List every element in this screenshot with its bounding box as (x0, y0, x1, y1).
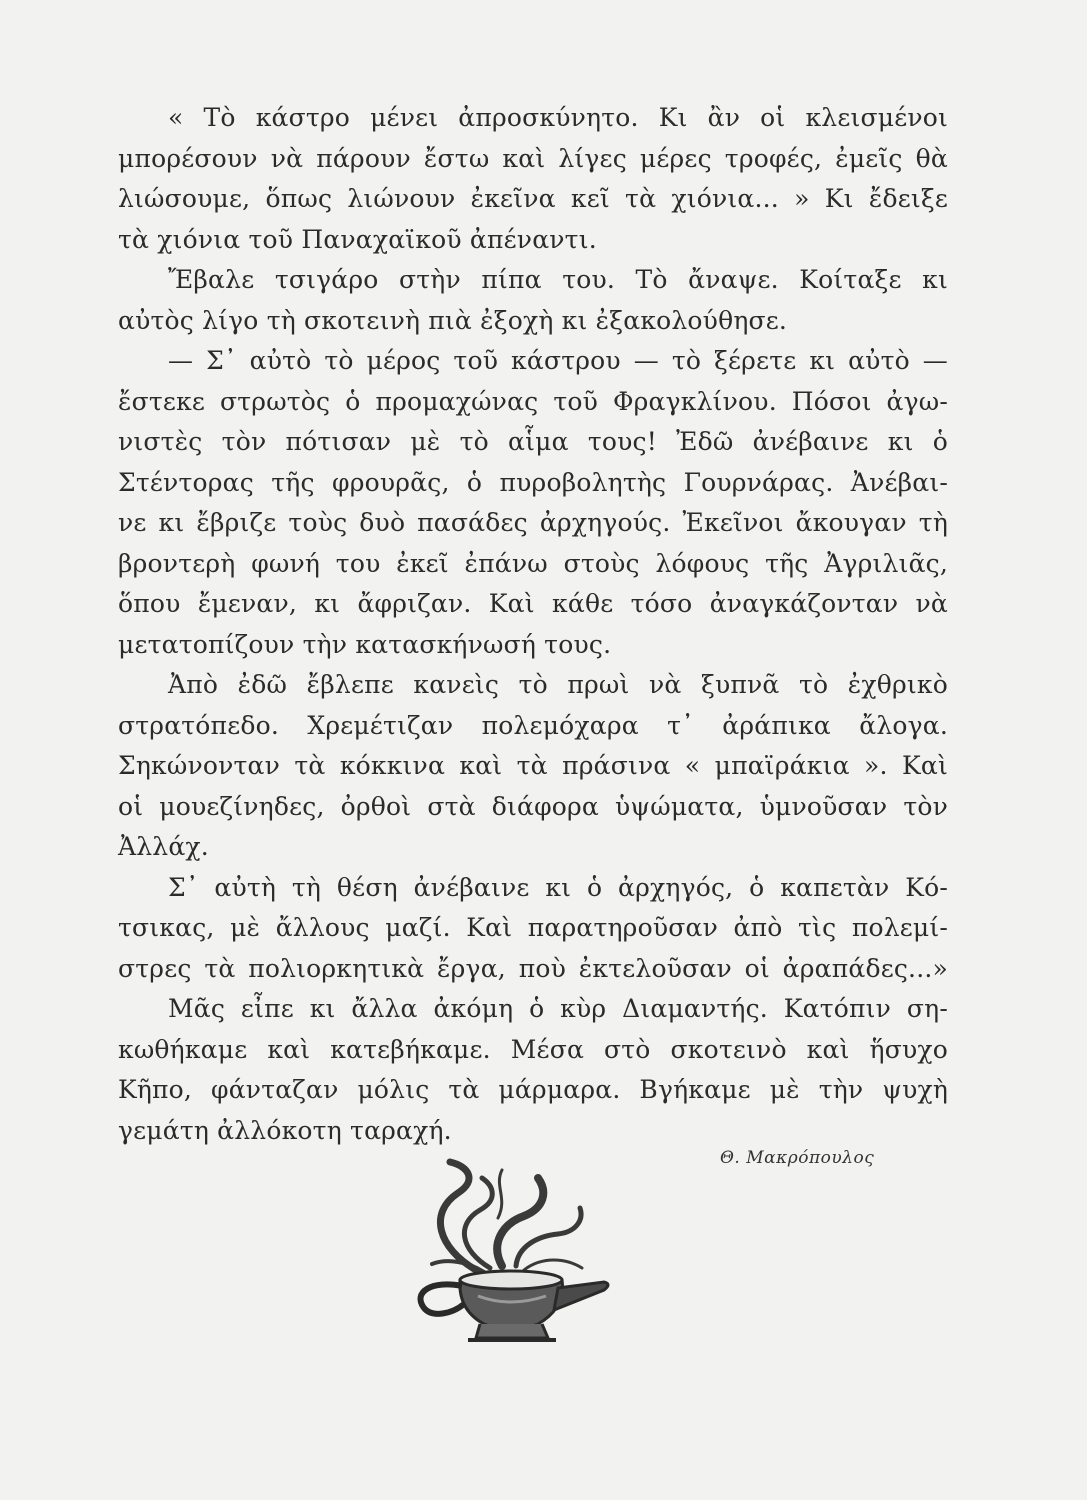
text-line: κωθήκαμε καὶ κατεβήκαμε. Μέσα στὸ σκοτεινὸ καὶ ἥσυχο (118, 1034, 948, 1064)
text-line: « Τὸ κάστρο μένει ἀπροσκύνητο. Κι ἂν οἱ κλεισμένοι (168, 103, 948, 132)
text-line: Ἔβαλε τσιγάρο στὴν πίπα του. Τὸ ἄναψε. Κοίταξε κι (168, 265, 948, 294)
oil-lamp-icon (398, 1158, 628, 1358)
text-line: ἔστεκε στρωτὸς ὁ προμαχώνας τοῦ Φραγκλίνου. Πόσοι ἀγω- (118, 386, 948, 416)
text-line: βροντερὴ φωνή του ἐκεῖ ἐπάνω στοὺς λόφους τῆς Ἀγριλιᾶς, (118, 548, 948, 578)
text-line: τσικας, μὲ ἄλλους μαζί. Καὶ παρατηροῦσαν ἀπὸ τὶς πολεμί- (118, 913, 948, 942)
text-line: νε κι ἔβριζε τοὺς δυὸ πασάδες ἀρχηγούς. Ἐκεῖνοι ἄκουγαν τὴ (118, 508, 948, 537)
text-line: οἱ μουεζίνηδες, ὀρθοὶ στὰ διάφορα ὑψώματα, ὑμνοῦσαν τὸν (118, 791, 948, 821)
text-line: Ἀπὸ ἐδῶ ἔβλεπε κανεὶς τὸ πρωὶ νὰ ξυπνᾶ τὸ ἐχθρικὸ (168, 670, 948, 699)
text-line: Μᾶς εἶπε κι ἄλλα ἀκόμη ὁ κὺρ Διαμαντής. Κατόπιν ση- (168, 994, 948, 1023)
text-line: Στέντορας τῆς φρουρᾶς, ὁ πυροβολητὴς Γουρνάρας. Ἀνέβαι- (118, 467, 948, 497)
author-signature: Θ. Μακρόπουλος (720, 1148, 875, 1168)
text-line: ὅπου ἔμεναν, κι ἄφριζαν. Καὶ κάθε τόσο ἀναγκάζονταν νὰ (118, 589, 948, 618)
text-line: μπορέσουν νὰ πάρουν ἔστω καὶ λίγες μέρες τροφές, ἐμεῖς θὰ (118, 143, 948, 173)
text-line: λιώσουμε, ὅπως λιώνουν ἐκεῖνα κεῖ τὰ χιόνια... » Κι ἔδειξε (118, 184, 948, 213)
text-line: Σ᾿ αὐτὴ τὴ θέση ἀνέβαινε κι ὁ ἀρχηγός, ὁ καπετὰν Κό- (168, 872, 948, 902)
text-line: γεμάτη ἀλλόκοτη ταραχή. (118, 1115, 452, 1145)
text-line: — Σ᾿ αὐτὸ τὸ μέρος τοῦ κάστρου — τὸ ξέρετε κι αὐτὸ — (168, 346, 948, 375)
text-line: μετατοπίζουν τὴν κατασκήνωσή τους. (118, 629, 612, 659)
text-line: στρατόπεδο. Χρεμέτιζαν πολεμόχαρα τ᾿ ἀράπικα ἄλογα. (118, 710, 948, 740)
text-line: αὐτὸς λίγο τὴ σκοτεινὴ πιὰ ἐξοχὴ κι ἐξακολούθησε. (118, 305, 788, 335)
text-line: Ἀλλάχ. (118, 832, 209, 861)
text-line: στρες τὰ πολιορκητικὰ ἔργα, ποὺ ἐκτελοῦσαν οἱ ἀραπάδες...» (118, 953, 948, 983)
text-line: νιστὲς τὸν πότισαν μὲ τὸ αἷμα τους! Ἐδῶ ἀνέβαινε κι ὁ (118, 427, 948, 456)
body-text (118, 98, 948, 1151)
text-line: τὰ χιόνια τοῦ Παναχαϊκοῦ ἀπέναντι. (118, 224, 597, 254)
text-line: Σηκώνονταν τὰ κόκκινα καὶ τὰ πράσινα « μπαϊράκια ». Καὶ (118, 751, 948, 780)
text-line: Κῆπο, φάνταζαν μόλις τὰ μάρμαρα. Βγήκαμε μὲ τὴν ψυχὴ (118, 1075, 948, 1104)
